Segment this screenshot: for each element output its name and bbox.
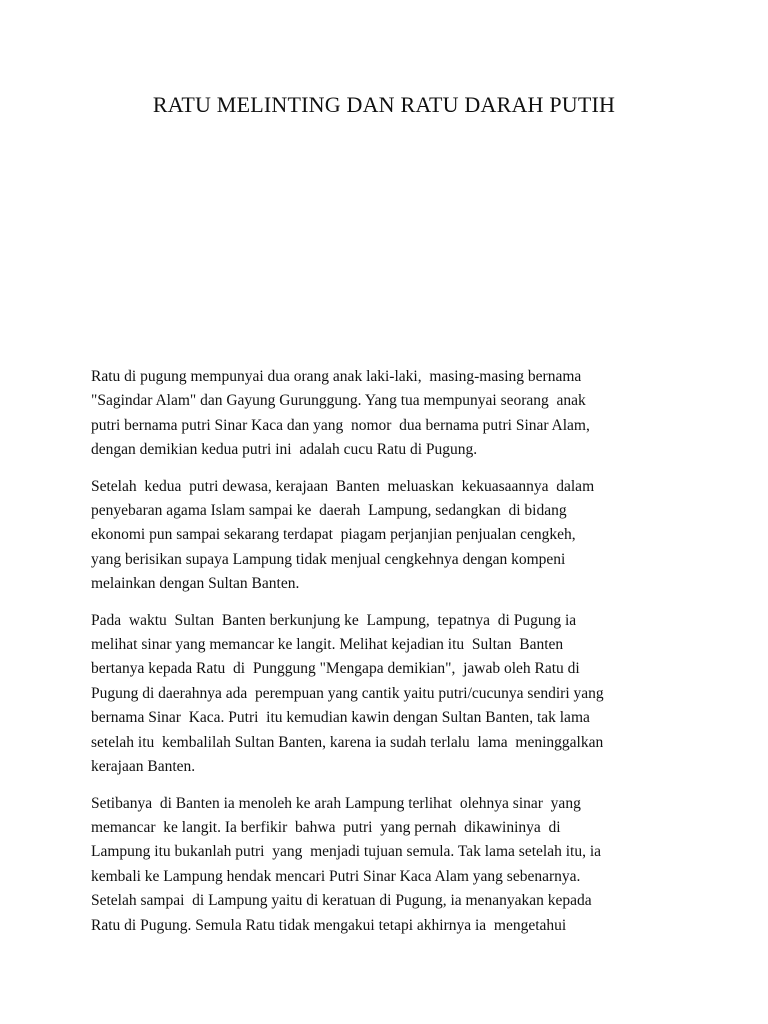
document-title: RATU MELINTING DAN RATU DARAH PUTIH (152, 92, 616, 117)
text-line: melihat sinar yang memancar ke langit. Melihat kejadian itu Sultan Banten (91, 636, 564, 654)
text-line: kembali ke Lampung hendak mencari Putri Sinar Kaca Alam yang sebenarnya. (91, 867, 581, 885)
text-line: kerajaan Banten. (91, 758, 196, 776)
text-line: Setelah sampai di Lampung yaitu di keratuan di Pugung, ia menanyakan kepada (91, 892, 592, 910)
text-line: Pada waktu Sultan Banten berkunjung ke Lampung, tepatnya di Pugung ia (91, 611, 577, 629)
text-line: bertanya kepada Ratu di Punggung "Mengapa demikian", jawab oleh Ratu di (91, 660, 580, 678)
text-line: melainkan dengan Sultan Banten. (91, 575, 300, 593)
text-line: "Sagindar Alam" dan Gayung Gurunggung. Yang tua mempunyai seorang anak (91, 392, 586, 410)
text-line: dengan demikian kedua putri ini adalah cucu Ratu di Pugung. (91, 441, 478, 459)
text-line: penyebaran agama Islam sampai ke daerah Lampung, sedangkan di bidang (91, 502, 567, 520)
text-line: setelah itu kembalilah Sultan Banten, karena ia sudah terlalu lama meninggalkan (91, 733, 604, 751)
text-line: ekonomi pun sampai sekarang terdapat piagam perjanjian penjualan cengkeh, (91, 526, 576, 544)
text-line: Setibanya di Banten ia menoleh ke arah Lampung terlihat olehnya sinar yang (91, 794, 581, 812)
text-line: Lampung itu bukanlah putri yang menjadi tujuan semula. Tak lama setelah itu, ia (91, 843, 602, 861)
text-line: Setelah kedua putri dewasa, kerajaan Banten meluaskan kekuasaannya dalam (91, 477, 595, 495)
paragraph-3 (91, 609, 691, 780)
text-line: bernama Sinar Kaca. Putri itu kemudian kawin dengan Sultan Banten, tak lama (91, 709, 590, 727)
text-line: Ratu di Pugung. Semula Ratu tidak mengakui tetapi akhirnya ia mengetahui (91, 916, 567, 934)
text-line: Pugung di daerahnya ada perempuan yang cantik yaitu putri/cucunya sendiri yang (91, 684, 604, 702)
document-body (91, 365, 691, 950)
text-line: yang berisikan supaya Lampung tidak menjual cengkehnya dengan kompeni (91, 550, 566, 568)
paragraph-1 (91, 365, 691, 463)
text-line: putri bernama putri Sinar Kaca dan yang nomor dua bernama putri Sinar Alam, (91, 416, 590, 434)
paragraph-2 (91, 475, 691, 597)
text-line: Ratu di pugung mempunyai dua orang anak laki-laki, masing-masing bernama (91, 368, 582, 385)
text-line: memancar ke langit. Ia berfikir bahwa putri yang pernah dikawininya di (91, 818, 561, 836)
paragraph-4 (91, 792, 691, 938)
